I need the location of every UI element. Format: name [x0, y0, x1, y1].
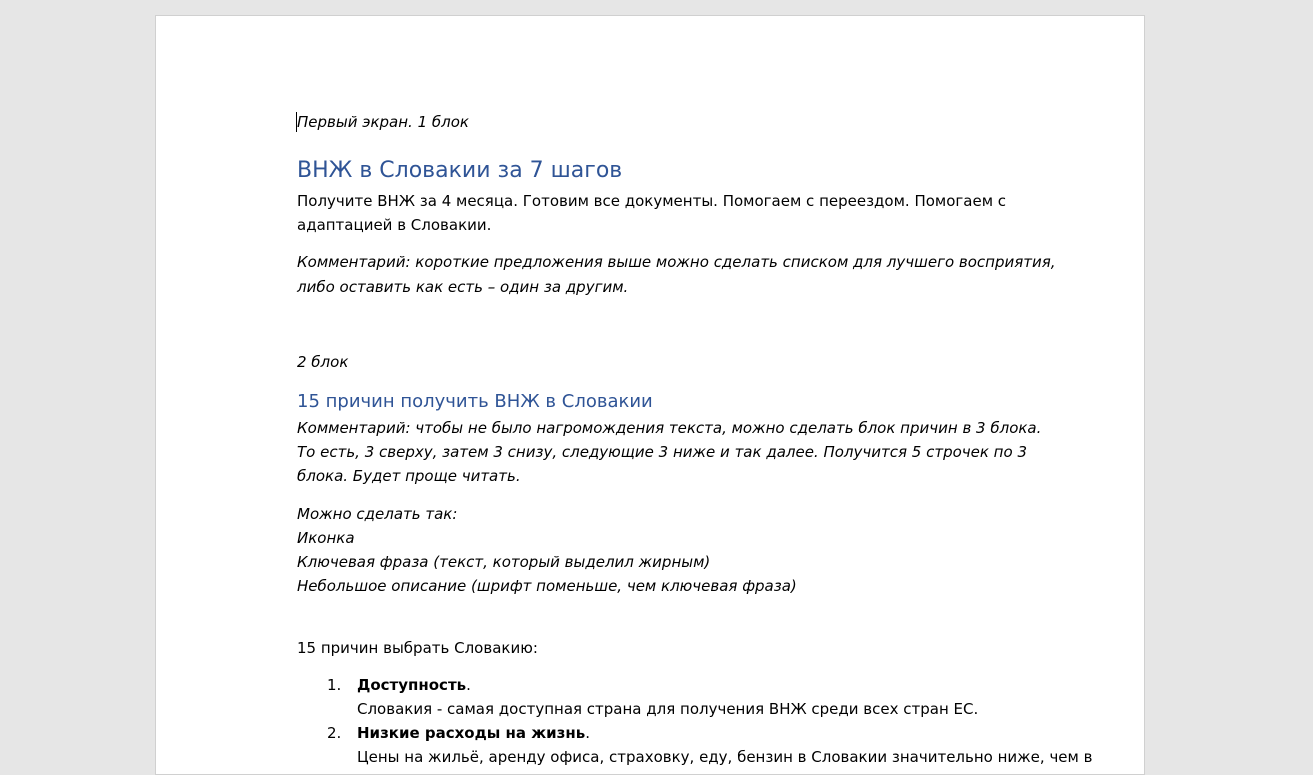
list-item-title: Низкие расходы на жизнь. [357, 724, 590, 742]
suggestion-line-3: Ключевая фраза (текст, который выделил жирным) [297, 553, 711, 571]
comment-1-line-2: либо оставить как есть – один за другим. [297, 278, 629, 296]
list-item-desc: Словакия - самая доступная страна для получения ВНЖ среди всех стран ЕС. [357, 700, 979, 718]
comment-2-line-1: Комментарий: чтобы не было нагромождения текста, можно сделать блок причин в 3 блока. [297, 419, 1042, 437]
list-number: 2. [327, 724, 342, 742]
comment-2-line-3: блока. Будет проще читать. [297, 467, 521, 485]
intro-text-line-2: адаптацией в Словакии. [297, 216, 492, 234]
page-title: ВНЖ в Словакии за 7 шагов [297, 158, 623, 183]
list-item-desc: Цены на жильё, аренду офиса, страховку, еду, бензин в Словакии значительно ниже, чем в [357, 748, 1093, 766]
block1-label: Первый экран. 1 блок [297, 113, 469, 131]
intro-text-line-1: Получите ВНЖ за 4 месяца. Готовим все документы. Помогаем с переездом. Помогаем с [297, 192, 1007, 210]
reasons-intro: 15 причин выбрать Словакию: [297, 639, 538, 657]
list-item-title: Доступность. [357, 676, 471, 694]
block2-label: 2 блок [297, 353, 349, 371]
comment-2-line-2: То есть, 3 сверху, затем 3 снизу, следующие 3 ниже и так далее. Получится 5 строчек по 3 [297, 443, 1027, 461]
list-number: 1. [327, 676, 342, 694]
suggestion-line-1: Можно сделать так: [297, 505, 458, 523]
document-page[interactable] [155, 15, 1145, 775]
suggestion-line-4: Небольшое описание (шрифт поменьше, чем ключевая фраза) [297, 577, 797, 595]
section-heading: 15 причин получить ВНЖ в Словакии [297, 391, 653, 412]
comment-1-line-1: Комментарий: короткие предложения выше можно сделать списком для лучшего восприятия, [297, 253, 1056, 271]
suggestion-line-2: Иконка [297, 529, 355, 547]
